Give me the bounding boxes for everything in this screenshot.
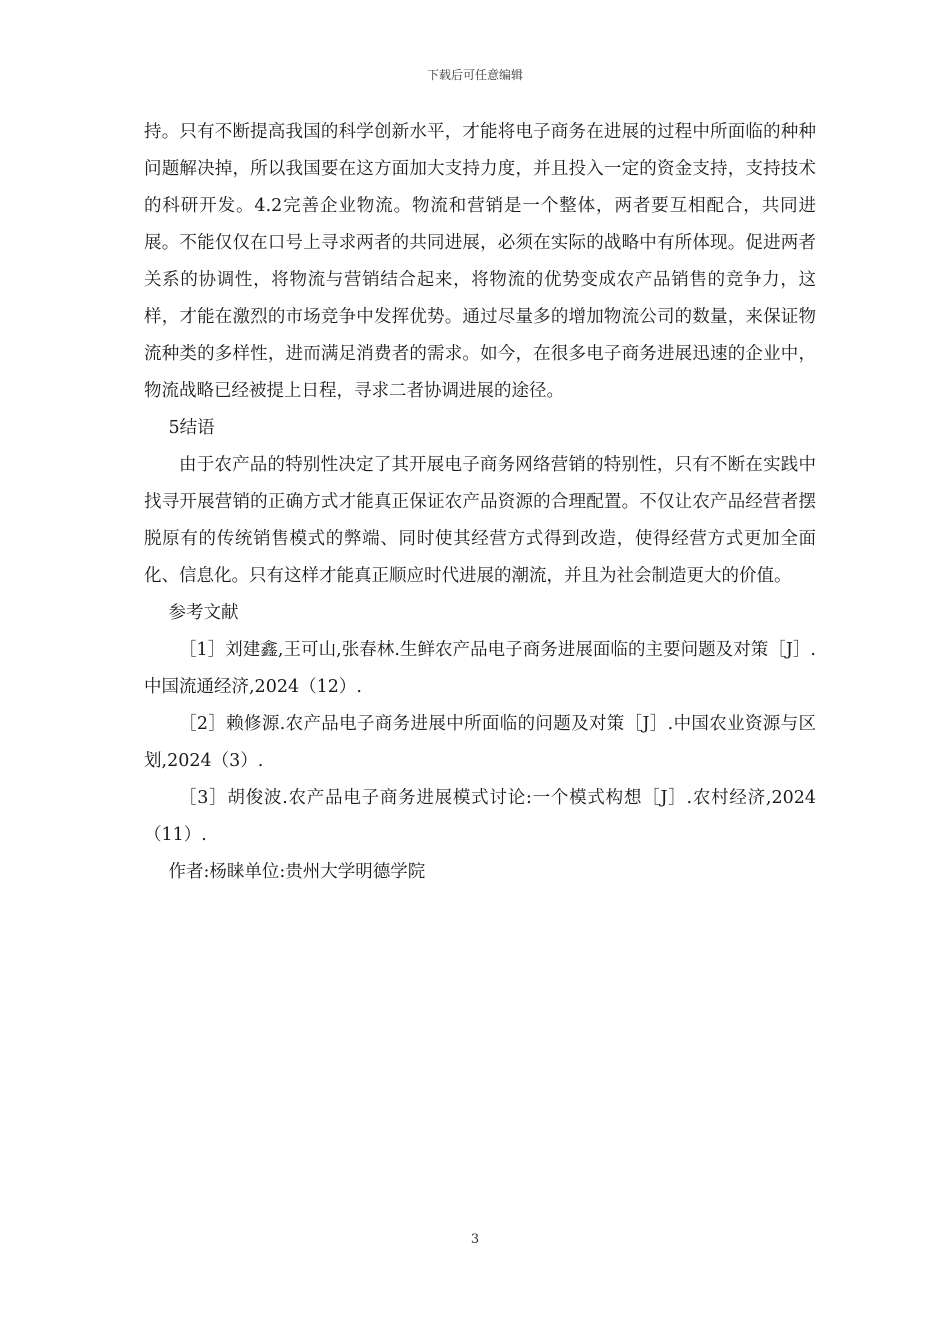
document-body [144, 114, 816, 891]
section-heading-references: 参考文献 [168, 603, 239, 623]
section-heading-conclusion: 5结语 [168, 418, 215, 438]
author-line: 作者:杨睐单位:贵州大学明德学院 [168, 862, 426, 882]
body-paragraph: 持。只有不断提高我国的科学创新水平，才能将电子商务在进展的过程中所面临的种种问题解决掉，所以我国要在这方面加大支持力度，并且投入一定的资金支持，支持技术的科研开发。4.2完善企业物流。物流和营销是一个整体，两者要互相配合，共同进展。不能仅仅在口号上寻求两者的共同进展，必须在实际的战略中有所体现。促进两者关系的协调性，将物流与营销结合起来，将物流的优势变成农产品销售的竞争力，这样，才能在激烈的市场竞争中发挥优势。通过尽量多的增加物流公司的数量，来保证物流种类的多样性，进而满足消费者的需求。如今，在很多电子商务进展迅速的企业中，物流战略已经被提上日程，寻求二者协调进展的途径。 [144, 122, 816, 401]
reference-item-1: ［1］刘建鑫,王可山,张春林.生鲜农产品电子商务进展面临的主要问题及对策［J］.中国流通经济,2024（12）. [144, 640, 816, 697]
page-header: 下载后可任意编辑 [426, 68, 523, 82]
page-number: 3 [470, 1232, 480, 1247]
reference-item-2: ［2］赖修源.农产品电子商务进展中所面临的问题及对策［J］.中国农业资源与区划,2024（3）. [144, 714, 816, 771]
conclusion-paragraph: 由于农产品的特别性决定了其开展电子商务网络营销的特别性，只有不断在实践中找寻开展营销的正确方式才能真正保证农产品资源的合理配置。不仅让农产品经营者摆脱原有的传统销售模式的弊端、同时使其经营方式得到改造，使得经营方式更加全面化、信息化。只有这样才能真正顺应时代进展的潮流，并且为社会制造更大的价值。 [144, 455, 816, 586]
reference-item-3: ［3］胡俊波.农产品电子商务进展模式讨论:一个模式构想［J］.农村经济,2024（11）. [144, 788, 816, 845]
